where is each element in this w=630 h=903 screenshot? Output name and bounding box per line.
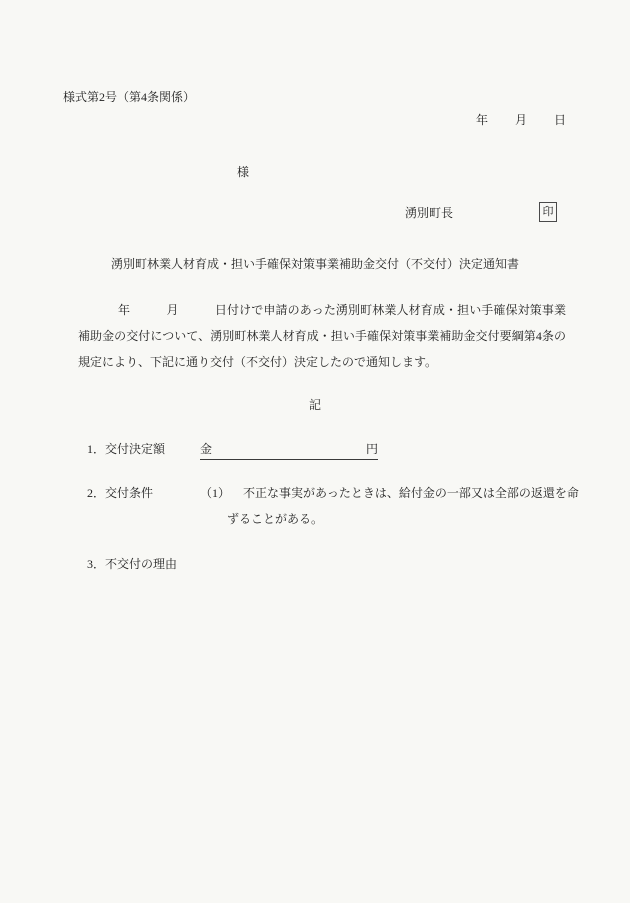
body-paragraph: 年 月 日付けで申請のあった湧別町林業人材育成・担い手確保対策事業補助金の交付について、湧別町林業人材育成・担い手確保対策事業補助金交付要綱第4条の規定により、下記に通り交付（不交付）決定したので通知します。 bbox=[78, 303, 566, 369]
seal-box bbox=[539, 202, 557, 222]
clause-text: 不正な事実があったときは、給付金の一部又は全部の返還を命ずることがある。 bbox=[227, 486, 579, 526]
seal-mark: 印 bbox=[542, 205, 554, 218]
amount-blank-field bbox=[200, 441, 378, 460]
issuer-title: 湧別町長 bbox=[405, 206, 454, 220]
addressee-honorific: 様 bbox=[237, 165, 250, 179]
amount-suffix: 円 bbox=[365, 442, 378, 456]
item-grant-amount-label: 1．交付決定額 bbox=[87, 442, 166, 456]
clause-number: （1） bbox=[200, 486, 231, 500]
record-heading: 記 bbox=[308, 398, 321, 412]
item-refusal-reason-label: 3．不交付の理由 bbox=[87, 557, 178, 571]
form-number: 様式第2号（第4条関係） bbox=[63, 90, 196, 104]
document-title: 湧別町林業人材育成・担い手確保対策事業補助金交付（不交付）決定通知書 bbox=[110, 257, 519, 271]
grant-conditions-clause bbox=[200, 480, 587, 532]
amount-prefix: 金 bbox=[200, 442, 213, 456]
date-line: 年 月 日 bbox=[475, 113, 567, 127]
item-grant-conditions-label: 2．交付条件 bbox=[87, 486, 154, 500]
